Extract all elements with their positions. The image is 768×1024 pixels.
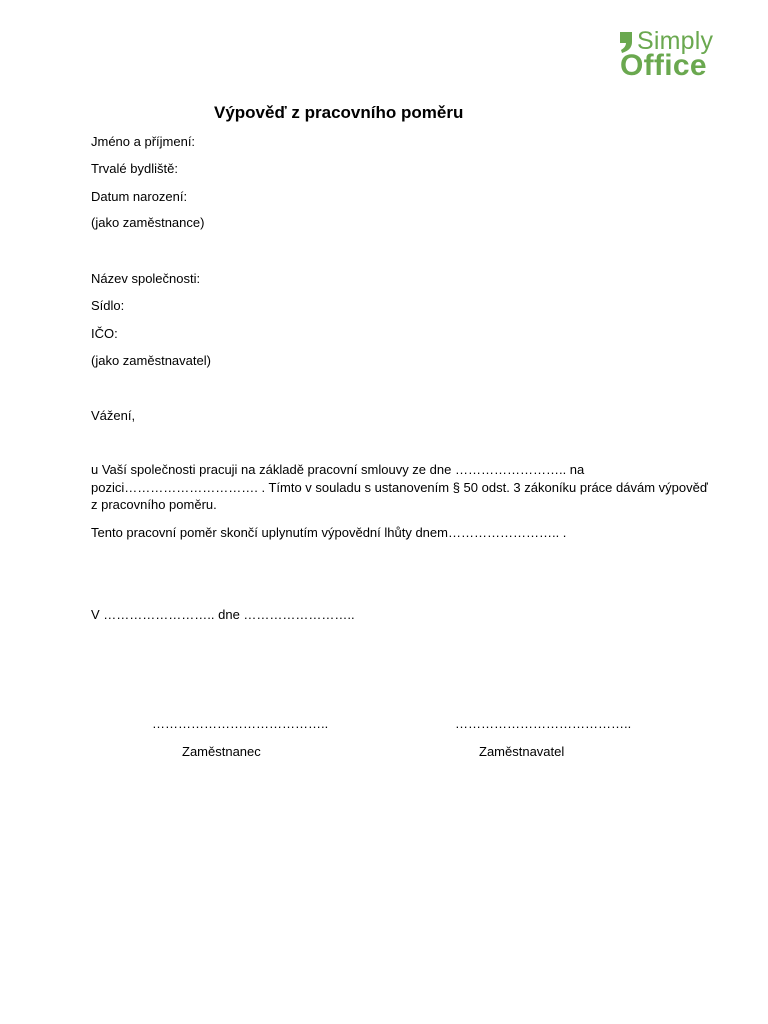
paragraph1-line3: z pracovního poměru. (91, 497, 217, 512)
employee-signature-label: Zaměstnanec (182, 744, 261, 759)
employee-signature-line: ………………………………….. (152, 716, 329, 731)
field-company-seat: Sídlo: (91, 298, 125, 313)
employer-role-note: (jako zaměstnavatel) (91, 353, 211, 368)
field-company-id: IČO: (91, 326, 118, 341)
logo-text-simply: Simply (637, 27, 714, 55)
paragraph1-line1: u Vaší společnosti pracuji na základě pracovní smlouvy ze dne …………………….. na (91, 462, 585, 477)
employer-signature-label: Zaměstnavatel (479, 744, 565, 759)
greeting: Vážení, (91, 408, 136, 423)
employer-signature-line: ………………………………….. (455, 716, 632, 731)
paragraph1-line2: pozici…………………………. . Tímto v souladu s ustanovením § 50 odst. 3 zákoníku práce dávám výpověď (91, 480, 708, 495)
place-date-line: V …………………….. dne …………………….. (91, 607, 355, 622)
document-title: Výpověď z pracovního poměru (214, 103, 464, 122)
paragraph2: Tento pracovní poměr skončí uplynutím výpovědní lhůty dnem…………………….. . (91, 525, 567, 540)
simply-office-logo (618, 28, 728, 84)
logo-text-office: Office (620, 49, 707, 82)
field-company-name: Název společnosti: (91, 271, 201, 286)
employee-role-note: (jako zaměstnance) (91, 215, 205, 230)
field-birthdate: Datum narození: (91, 189, 188, 204)
field-address: Trvalé bydliště: (91, 161, 178, 176)
field-name: Jméno a příjmení: (91, 134, 196, 149)
